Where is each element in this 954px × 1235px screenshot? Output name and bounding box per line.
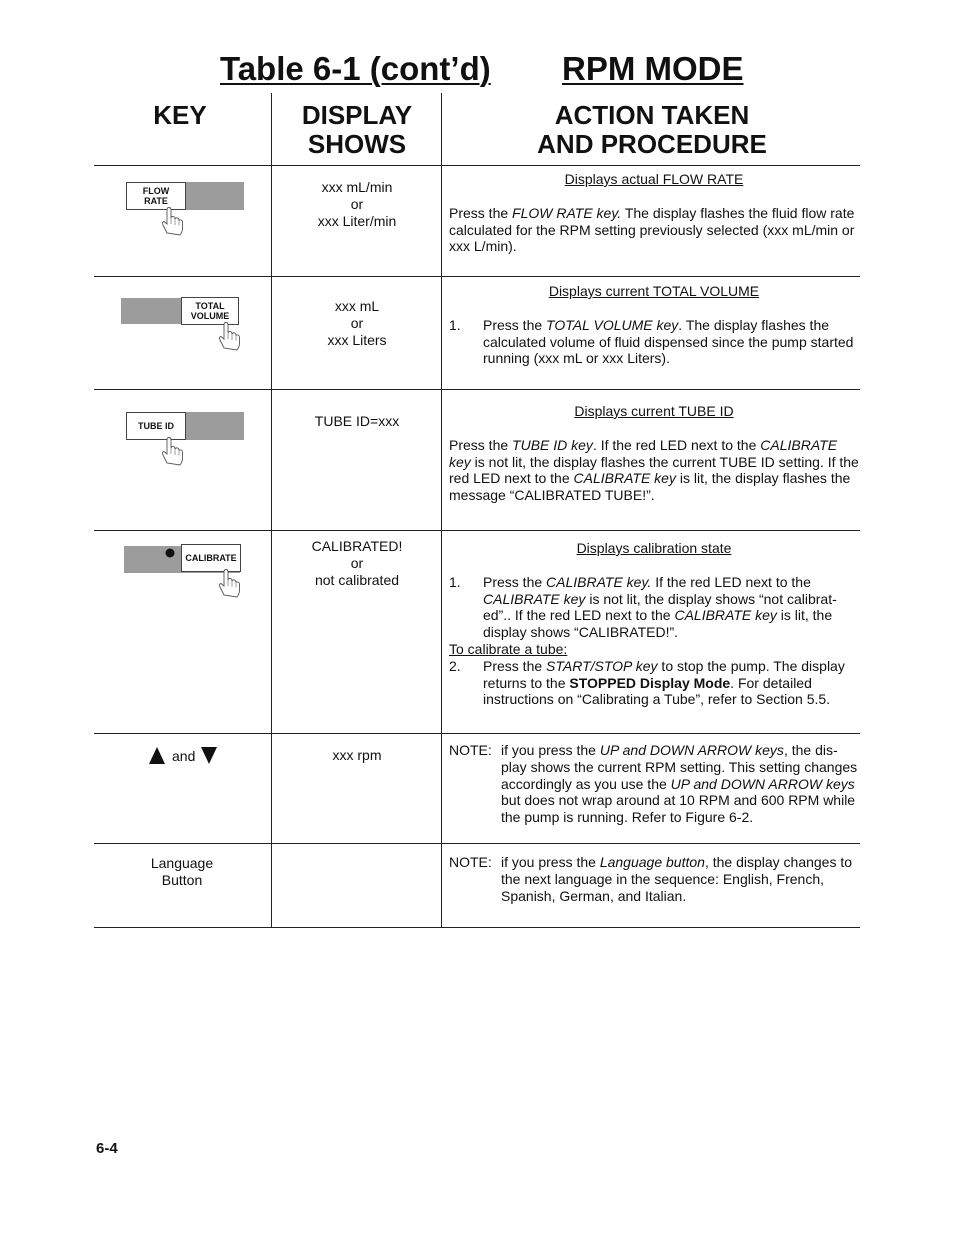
total-action-step-1: 1. Press the TOTAL VOLUME key. The display flashes the calculated volume of fluid dispensed since the pump started running (xxx mL or xxx Liters). [449,316,854,367]
flow-display-values: xxx mL/min or xxx Liter/min [317,179,397,229]
page-number: 6-4 [96,1140,118,1157]
mode-title: RPM MODE [562,50,744,87]
tube-action-text: Press the TUBE ID key. If the red LED next to the CALIBRATE key is not lit, the display flashes the current TUBE ID setting. If the red LED next to the CALIBRATE key is lit, the display flashes the message “CALIBRATED TUBE!”. [449,436,859,504]
header-action: ACTION TAKEN AND PROCEDURE [537,100,767,159]
row-divider [94,530,860,531]
row-divider [94,276,860,277]
arrows-action [449,742,859,826]
row-divider [94,733,860,734]
tube-action-heading: Displays current TUBE ID [574,403,734,419]
row-divider [94,927,860,928]
arrows-display-values: xxx rpm [332,747,382,763]
calibrate-action-heading: Displays calibration state [576,540,732,556]
hand-press-icon [215,568,241,598]
language-action [449,854,859,904]
hand-press-icon [158,206,184,236]
calibrate-key[interactable]: CALIBRATE [181,544,241,572]
tube-action [449,403,859,504]
down-arrow-icon[interactable] [200,746,218,765]
flow-rate-key[interactable]: FLOW RATE [126,182,186,210]
hand-press-icon [158,436,184,466]
calibrate-action-step-1: 1. Press the CALIBRATE key. If the red LED next to the CALIBRATE key is not lit, the display shows “not calibrat-ed”.. If the red LED next to the CALIBRATE key is lit, the display shows “CALIBRATED!”. [449,573,837,641]
total-volume-key[interactable]: TOTAL VOLUME [181,297,239,325]
hand-press-icon [215,321,241,351]
total-display-values: xxx mL or xxx Liters [327,298,387,348]
led-indicator-icon [164,547,176,559]
table-title: Table 6-1 (cont’d) [220,50,491,87]
calibrate-subheading: To calibrate a tube: [449,640,568,657]
flow-action [449,171,859,255]
total-action [449,283,859,367]
up-arrow-icon[interactable] [148,746,166,765]
header-key: KEY [153,100,207,130]
tube-display-values: TUBE ID=xxx [314,413,400,429]
row-divider [94,389,860,390]
row-divider [94,843,860,844]
language-note: NOTE: if you press the Language button, the display changes to the next language in the sequence: English, French, Spanish, German, and Italian. [449,854,853,904]
header-display: DISPLAY SHOWS [301,100,413,159]
total-action-heading: Displays current TOTAL VOLUME [548,283,760,299]
calibrate-action-step-2: 2. Press the START/STOP key to stop the pump. The display returns to the STOPPED Display Mode. For detailed instructions on “Calibrating a Tube”, refer to Section 5.5. [449,657,845,708]
arrows-note: NOTE: if you press the UP and DOWN ARROW keys, the dis-play shows the current RPM setting. This setting changes accordingly as you use the UP and DOWN ARROW keys but does not wrap around at 10 RPM and 600 RPM while the pump is running. Refer to Figure 6-2. [449,742,858,826]
flow-action-text: Press the FLOW RATE key. The display flashes the fluid flow rate calculated for the RPM setting previously selected (xxx mL/min or xxx L/min). [449,204,855,255]
flow-action-heading: Displays actual FLOW RATE [564,171,744,187]
tube-id-key[interactable]: TUBE ID [126,412,186,440]
row-divider [94,165,860,166]
calibrate-display-values: CALIBRATED! or not calibrated [311,538,403,588]
calibrate-action [449,540,859,708]
arrows-and-label: and [172,748,196,764]
language-button-label[interactable]: Language Button [150,855,214,888]
